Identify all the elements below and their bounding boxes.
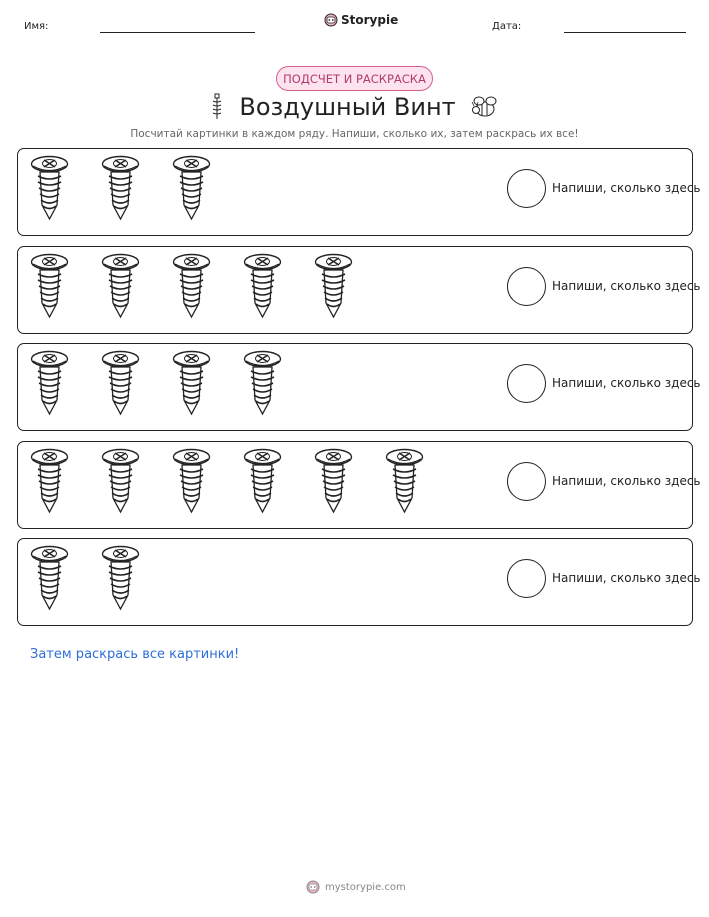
screw-group [30,155,211,221]
screw-icon[interactable] [172,155,211,221]
answer-circle[interactable] [507,169,546,208]
screw-icon[interactable] [314,253,353,319]
answer-circle[interactable] [507,267,546,306]
screw-group [30,253,353,319]
screw-icon[interactable] [243,350,282,416]
page-title: Воздушный Винт [239,93,456,121]
counting-row [17,538,701,626]
counting-row [17,246,701,334]
screw-group [30,545,140,611]
screw-icon[interactable] [30,448,69,514]
answer-circle[interactable] [507,364,546,403]
instructions: Посчитай картинки в каждом ряду. Напиши, сколько их, затем раскрась их все! [130,128,579,140]
category-badge: ПОДСЧЕТ И РАСКРАСКА [276,66,433,91]
answer-circle[interactable] [507,559,546,598]
screw-icon[interactable] [101,350,140,416]
storypie-mascot-icon [324,13,338,27]
storypie-mascot-icon [306,880,320,894]
name-write-line[interactable] [100,32,255,33]
counting-row [17,148,701,236]
answer-label: Напиши, сколько здесь [552,278,701,293]
propeller-drill-icon [209,93,225,121]
screw-icon[interactable] [314,448,353,514]
date-write-line[interactable] [564,32,686,33]
date-label: Дата: [492,21,522,32]
screw-icon[interactable] [101,545,140,611]
footer-brand [306,880,406,894]
screw-icon[interactable] [172,350,211,416]
answer-circle[interactable] [507,462,546,501]
screw-icon[interactable] [243,253,282,319]
screw-icon[interactable] [243,448,282,514]
screw-group [30,350,282,416]
screw-icon[interactable] [385,448,424,514]
name-label: Имя: [24,21,49,32]
answer-label: Напиши, сколько здесь [552,473,701,488]
screw-icon[interactable] [101,448,140,514]
answer-label: Напиши, сколько здесь [552,181,701,195]
logo-text: Storypie [341,13,399,27]
screw-icon[interactable] [172,253,211,319]
coloring-note: Затем раскрась все картинки! [30,647,240,662]
screw-icon[interactable] [101,155,140,221]
screw-group [30,448,424,514]
screw-icon[interactable] [101,253,140,319]
counting-row [17,343,701,431]
counting-row [17,441,701,529]
screw-icon[interactable] [30,155,69,221]
screw-icon[interactable] [172,448,211,514]
footer-brand-text: mystorypie.com [325,881,406,893]
page-title-wrap [0,93,709,127]
answer-label: Напиши, сколько здесь [552,376,701,390]
answer-label: Напиши, сколько здесь [552,571,701,585]
screw-icon[interactable] [30,253,69,319]
bee-icon [470,93,500,121]
storypie-logo [324,13,398,27]
screw-icon[interactable] [30,545,69,611]
screw-icon[interactable] [30,350,69,416]
